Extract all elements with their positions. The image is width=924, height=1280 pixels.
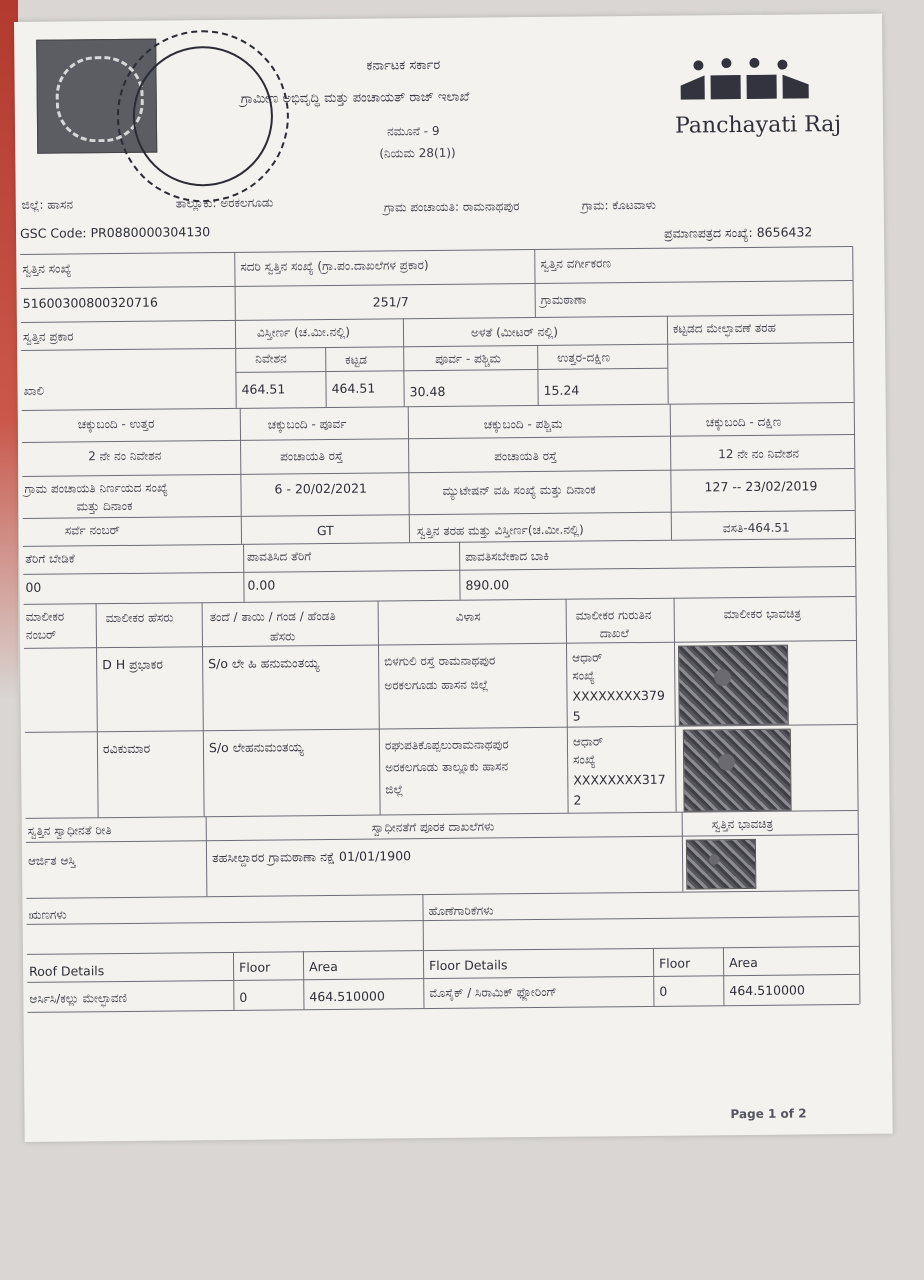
village: ಗ್ರಾಮ: ಕೊಟವಾಳು [581, 197, 657, 213]
owner-id-label: ಆಧಾರ್ [572, 650, 603, 665]
department-title: ಗ್ರಾಮೀಣ ಅಭಿವೃದ್ಧಿ ಮತ್ತು ಪಂಚಾಯತ್ ರಾಜ್ ಇಲಾಖೆ [240, 89, 470, 107]
page-number: Page 1 of 2 [730, 1106, 807, 1122]
owner-parent: S/o ಲೇ ಹಿ ಹನುಮಂತಯ್ಯ [208, 655, 320, 672]
govt-title: ಕರ್ನಾಟಕ ಸರ್ಕಾರ [366, 57, 441, 74]
h-owner-no-2: ನಂಬರ್ [25, 627, 57, 642]
h-floor: Floor [239, 959, 271, 975]
floor-details-value: ಮೊಸೈಕ್ / ಸಿರಾಮಿಕ್ ಫ್ಲೋರಿಂಗ್ [429, 984, 557, 1001]
h-area: ವಿಸ್ತೀರ್ಣ (ಚ.ಮೀ.ನಲ್ಲಿ) [256, 324, 351, 340]
district: ಜಿಲ್ಲೆ: ಹಾಸನ [21, 197, 74, 212]
owner-id-number-end: 5 [572, 708, 581, 724]
survey-number-value: GT [316, 522, 334, 539]
owner-id-number: XXXXXXXX379 [572, 687, 665, 704]
h-east-west: ಪೂರ್ವ - ಪಶ್ಚಿಮ [435, 351, 501, 366]
h-north: ಚಕ್ಕುಬಂದಿ - ಉತ್ತರ [77, 416, 155, 432]
h-address: ವಿಳಾಸ [455, 609, 481, 624]
h-owner-id: ಮಾಲೀಕರ ಗುರುತಿನ [575, 607, 652, 623]
h-area-2: Area [728, 954, 758, 971]
site-area-value: 464.51 [241, 381, 286, 397]
mutation-value: 127 -- 23/02/2019 [704, 478, 818, 495]
tax-paid-value: 0.00 [247, 577, 276, 593]
form-number: ನಮೂನೆ - 9 [387, 123, 440, 139]
h-roof-details: Roof Details [29, 963, 105, 979]
survey-value: 251/7 [372, 294, 409, 310]
south-boundary: 12 ನೇ ನಂ ನಿವೇಶನ [718, 446, 800, 462]
owner-id-label: ಸಂಖ್ಯೆ [573, 752, 596, 767]
h-north-south: ಉತ್ತರ-ದಕ್ಷಿಣ [557, 350, 611, 365]
h-property-no: ಸ್ವತ್ತಿನ ಸಂಖ್ಯೆ [22, 261, 72, 276]
h-site: ನಿವೇಶನ [255, 351, 287, 366]
gp-resolution-value: 6 - 20/02/2021 [274, 480, 368, 497]
certificate-page [14, 14, 893, 1142]
roof-area-value: 464.510000 [309, 988, 386, 1005]
h-loans: ಋಣಗಳು [28, 907, 67, 922]
h-classification: ಸ್ವತ್ತಿನ ವರ್ಗೀಕರಣ [540, 256, 612, 271]
owner-address-line: ಜಿಲ್ಲೆ [385, 782, 404, 797]
roof-floor-value: 0 [239, 989, 248, 1005]
gsc-code: GSC Code: PR0880000304130 [19, 224, 211, 241]
h-measure: ಅಳತೆ (ಮೀಟರ್ ನಲ್ಲಿ) [470, 324, 559, 340]
rule-number: (ನಿಯಮ 28(1)) [379, 145, 456, 161]
roof-details-value: ಆರ್ಸಿಸಿ/ಕಲ್ಲು ಮೇಲ್ಛಾವಣಿ [29, 990, 128, 1006]
floor-value: 0 [659, 983, 668, 999]
owner-id-number: XXXXXXXX317 [573, 771, 666, 788]
property-photo [686, 839, 756, 890]
owner-address-line: ಅರಕಲಗೂಡು ಹಾಸನ ಜಿಲ್ಲೆ [384, 677, 489, 693]
panchayati-raj-logo [674, 54, 814, 107]
h-built: ಕಟ್ಟಡ [345, 352, 368, 367]
h-south: ಚಕ್ಕುಬಂದಿ - ದಕ್ಷಿಣ [705, 414, 782, 430]
h-acquisition-method: ಸ್ವತ್ತಿನ ಸ್ವಾಧೀನತೆ ರೀತಿ [27, 823, 112, 838]
h-gp-resolution: ಗ್ರಾಮ ಪಂಚಾಯತಿ ನಿರ್ಣಯದ ಸಂಖ್ಯೆ [24, 480, 168, 496]
tax-due-value: 890.00 [465, 577, 510, 593]
h-gp-resolution-date: ಮತ್ತು ದಿನಾಂಕ [76, 498, 133, 514]
tax-demand-value: 00 [25, 579, 42, 595]
property-table [14, 14, 882, 22]
h-floor-2: Floor [658, 955, 691, 971]
north-south-value: 15.24 [543, 382, 580, 398]
h-floor-details: Floor Details [429, 957, 508, 974]
h-tax-paid: ಪಾವತಿಸಿದ ತೆರಿಗೆ [247, 549, 312, 564]
h-responsibilities: ಹೊಣೆಗಾರಿಕೆಗಳು [428, 903, 494, 919]
h-owner-photo: ಮಾಲೀಕರ ಭಾವಚಿತ್ರ [723, 606, 802, 622]
h-area: Area [309, 958, 338, 975]
owner-photo [678, 645, 789, 726]
owner-id-label: ಸಂಖ್ಯೆ [572, 668, 595, 683]
owner-id-number-end: 2 [573, 792, 582, 808]
east-west-value: 30.48 [409, 383, 446, 400]
floor-area-value: 464.510000 [729, 982, 805, 999]
h-owner-id-2: ದಾಖಲೆ [599, 626, 629, 641]
h-property-photo: ಸ್ವತ್ತಿನ ಭಾವಚಿತ್ರ [711, 816, 774, 832]
h-tax-due: ಪಾವತಿಸಬೇಕಾದ ಬಾಕಿ [465, 548, 549, 564]
owner-address-line: ಅರಕಲಗೂಡು ತಾಲ್ಲೂಕು ಹಾಸನ [385, 759, 509, 775]
h-owner-no: ಮಾಲೀಕರ [25, 609, 65, 624]
property-number: 5160030080032071​6 [22, 294, 158, 311]
h-property-type: ಸ್ವತ್ತಿನ ಪ್ರಕಾರ [22, 329, 74, 344]
acquisition-method-value: ಆರ್ಜಿತ ಆಸ್ತಿ [27, 853, 76, 868]
classification-value: ಗ್ರಾಮಠಾಣಾ [540, 292, 587, 307]
h-parent-name: ತಂದೆ / ತಾಯಿ / ಗಂಡ / ಹೆಂಡತಿ [209, 608, 336, 625]
h-supporting-docs: ಸ್ವಾಧೀನತೆಗೆ ಪೂರಕ ದಾಖಲೆಗಳು [371, 819, 495, 835]
north-boundary: 2 ನೇ ನಂ ನಿವೇಶನ [88, 448, 162, 464]
h-tax-demand: ತೆರಿಗೆ ಬೇಡಿಕೆ [25, 551, 75, 566]
brand-name: Panchayati Raj [674, 112, 842, 139]
gram-panchayat: ಗ್ರಾಮ ಪಂಚಾಯತಿ: ರಾಮನಾಥಪುರ [383, 199, 520, 215]
h-survey: ಸದರಿ ಸ್ವತ್ತಿನ ಸಂಖ್ಯೆ (ಗ್ರಾ.ಪಂ.ದಾಖಲೆಗಳ ಪ್ರಕಾರ) [240, 258, 429, 274]
west-boundary: ಪಂಚಾಯತಿ ರಸ್ತೆ [494, 448, 557, 464]
owner-id-label: ಆಧಾರ್ [572, 734, 604, 749]
h-survey-number: ಸರ್ವೆ ನಂಬರ್ [64, 523, 120, 538]
h-owner-name: ಮಾಲೀಕರ ಹೆಸರು [105, 610, 174, 626]
h-east: ಚಕ್ಕುಬಂದಿ - ಪೂರ್ವ [267, 416, 347, 432]
h-parent-name-2: ಹೆಸರು [269, 629, 296, 644]
certificate-number: ಪ್ರಮಾಣಪತ್ರದ ಸಂಖ್ಯೆ: 8656432 [663, 224, 813, 241]
h-building-roof: ಕಟ್ಟಡದ ಮೇಲ್ಛಾವಣೆ ತರಹ [672, 320, 776, 336]
property-kind-value: ವಸತಿ-464.51 [722, 520, 790, 536]
owner-photo [683, 729, 792, 812]
owner-address-line: ಬಿಳಗುಲಿ ರಸ್ತೆ ರಾಮನಾಥಪುರ [384, 653, 496, 669]
taluk: ತಾಲ್ಲೂಕು: ಅರಕಲಗೂಡು [175, 195, 274, 211]
built-area-value: 464.51 [331, 380, 376, 396]
h-mutation: ಮ್ಯುಟೇಷನ್ ವಹಿ ಸಂಖ್ಯೆ ಮತ್ತು ದಿನಾಂಕ [442, 482, 596, 498]
owner-address-line: ರಘುಪತಿಕೊಪ್ಪಲುರಾಮನಾಥಪುರ [384, 737, 509, 753]
h-property-kind: ಸ್ವತ್ತಿನ ತರಹ ಮತ್ತು ವಿಸ್ತೀರ್ಣ(ಚ.ಮೀ.ನಲ್ಲಿ) [416, 522, 584, 539]
owner-parent: S/o ಲೇಹನುಮಂತಯ್ಯ [208, 739, 304, 756]
east-boundary: ಪಂಚಾಯತಿ ರಸ್ತೆ [280, 448, 343, 464]
office-stamp [116, 29, 290, 203]
h-west: ಚಕ್ಕುಬಂದಿ - ಪಶ್ಚಿಮ [483, 416, 563, 432]
owner-name: ರವಿಕುಮಾರ [102, 740, 151, 757]
supporting-docs-value: ತಹಸೀಲ್ದಾರರ ಗ್ರಾಮಠಾಣಾ ನಕ್ಷೆ 01/01/1900 [211, 848, 412, 866]
owner-name: D H ಪ್ರಭಾಕರ [102, 656, 163, 673]
property-type-value: ಖಾಲಿ [23, 383, 45, 398]
